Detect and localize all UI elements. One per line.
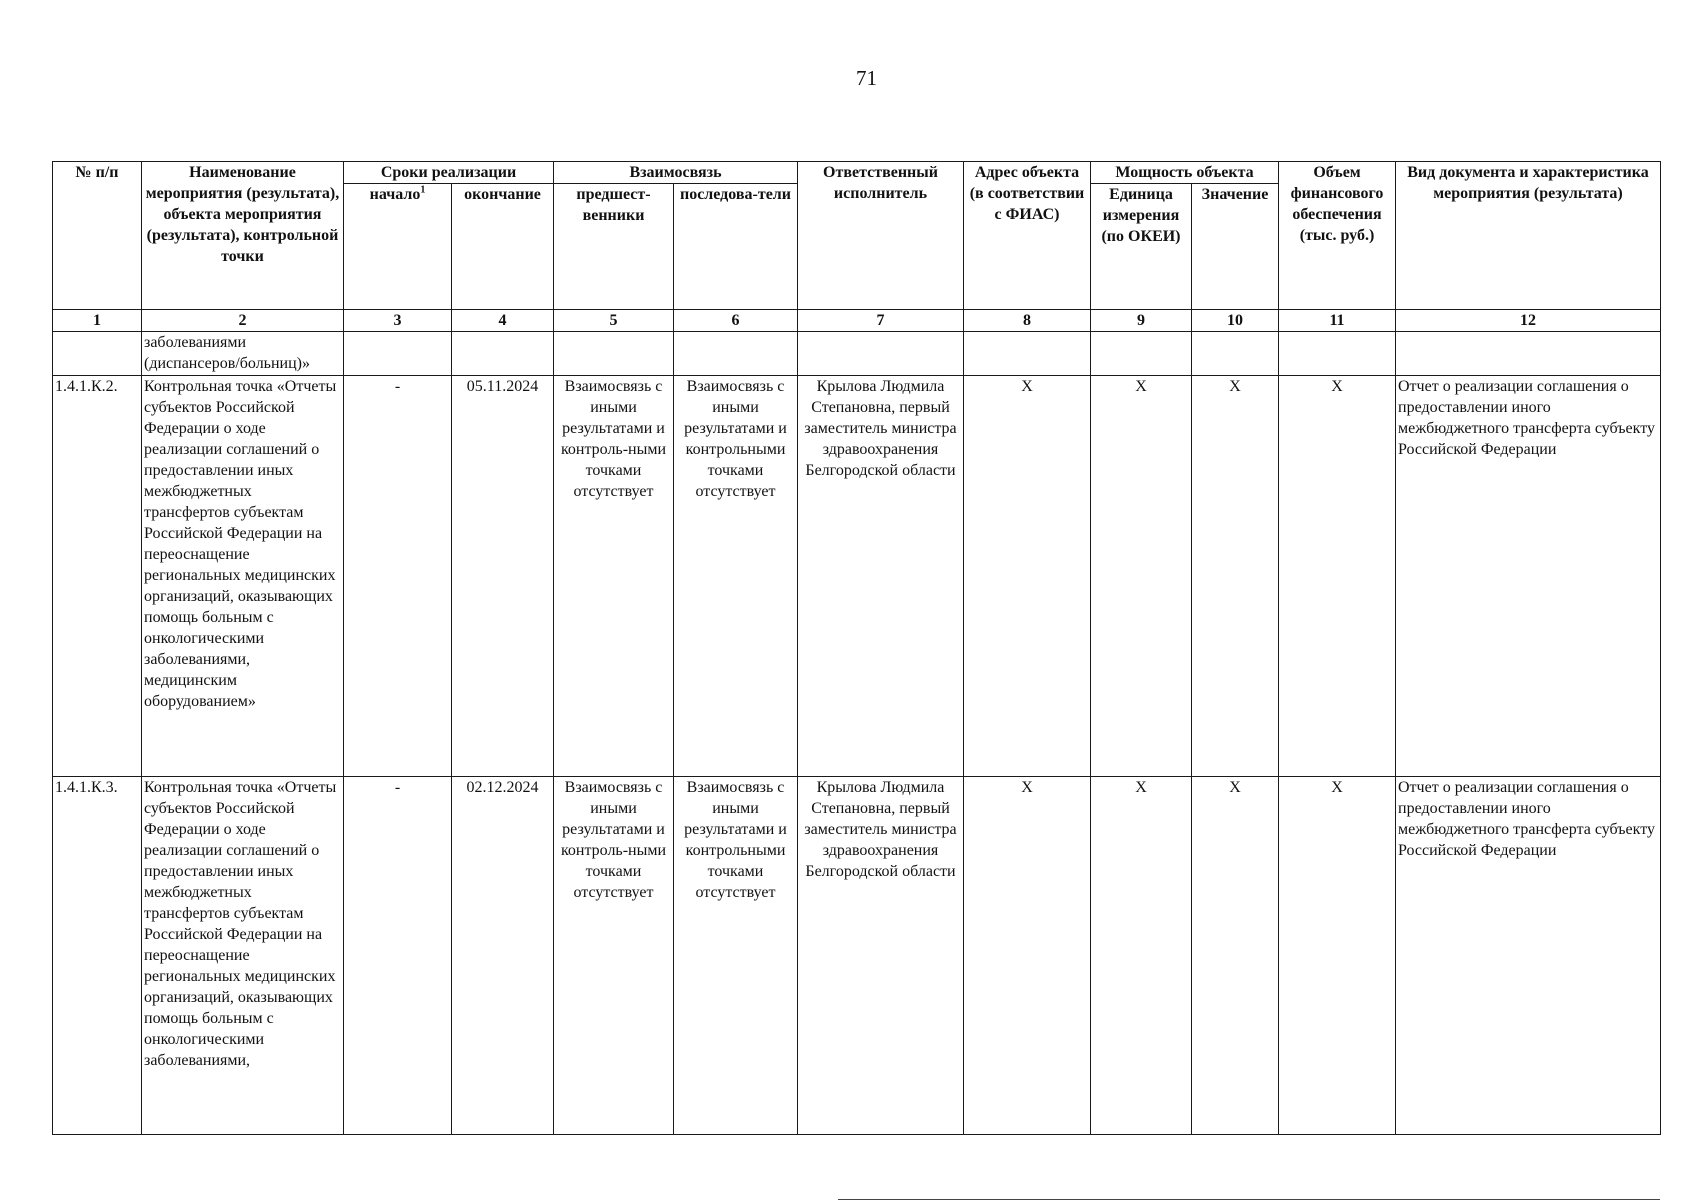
header-predecessors: предшест-венники (554, 184, 674, 310)
column-number: 2 (142, 310, 344, 332)
column-number: 1 (53, 310, 142, 332)
table-row (53, 376, 1661, 777)
column-number: 4 (452, 310, 554, 332)
row-unit: X (1091, 376, 1192, 777)
row-address: X (964, 376, 1091, 777)
header-finance: Объем финансового обеспечения (тыс. руб.) (1279, 162, 1396, 310)
row-start: - (344, 777, 452, 1135)
row-id: 1.4.1.К.3. (53, 777, 142, 1135)
column-number: 9 (1091, 310, 1192, 332)
header-start (344, 184, 452, 310)
header-group-link: Взаимосвязь (554, 162, 798, 184)
continuation-row (53, 332, 1661, 376)
header-name: Наименование мероприятия (результата), объекта мероприятия (результата), контрольной точки (142, 162, 344, 310)
header-end: окончание (452, 184, 554, 310)
row-value: X (1192, 376, 1279, 777)
header-number: № п/п (53, 162, 142, 310)
row-start: - (344, 376, 452, 777)
plan-table (52, 161, 1661, 1135)
row-name: Контрольная точка «Отчеты субъектов Российской Федерации о ходе реализации соглашений о предоставлении иных межбюджетных трансфертов субъектам Российской Федерации на переоснащение региональных медицинских организаций, оказывающих помощь больным с онкологическими заболеваниями, (142, 777, 344, 1135)
column-number: 7 (798, 310, 964, 332)
row-document: Отчет о реализации соглашения о предоставлении иного межбюджетного трансферта субъекту Российской Федерации (1396, 376, 1661, 777)
header-unit: Единица измерения (по ОКЕИ) (1091, 184, 1192, 310)
column-number: 3 (344, 310, 452, 332)
row-id: 1.4.1.К.2. (53, 376, 142, 777)
row-name: Контрольная точка «Отчеты субъектов Российской Федерации о ходе реализации соглашений о предоставлении иных межбюджетных трансфертов субъектам Российской Федерации на переоснащение региональных медицинских организаций, оказывающих помощь больным с онкологическими заболеваниями, медицинским оборудованием» (142, 376, 344, 777)
row-responsible: Крылова Людмила Степановна, первый заместитель министра здравоохранения Белгородской области (798, 777, 964, 1135)
header-document: Вид документа и характеристика мероприятия (результата) (1396, 162, 1661, 310)
column-number: 11 (1279, 310, 1396, 332)
row-end: 02.12.2024 (452, 777, 554, 1135)
header-value: Значение (1192, 184, 1279, 310)
row-finance: X (1279, 376, 1396, 777)
column-number: 8 (964, 310, 1091, 332)
row-value: X (1192, 777, 1279, 1135)
header-address: Адрес объекта (в соответствии с ФИАС) (964, 162, 1091, 310)
row-address: X (964, 777, 1091, 1135)
header-responsible: Ответственный исполнитель (798, 162, 964, 310)
row-document: Отчет о реализации соглашения о предоставлении иного межбюджетного трансферта субъекту Российской Федерации (1396, 777, 1661, 1135)
header-group-capacity: Мощность объекта (1091, 162, 1279, 184)
row-predecessors: Взаимосвязь с иными результатами и контроль-ными точками отсутствует (554, 376, 674, 777)
page-number: 71 (856, 66, 877, 90)
header-group-terms: Сроки реализации (344, 162, 554, 184)
header-start-footnote: 1 (420, 184, 426, 196)
row-unit: X (1091, 777, 1192, 1135)
table-row (53, 777, 1661, 1135)
column-number: 10 (1192, 310, 1279, 332)
row-finance: X (1279, 777, 1396, 1135)
row-end: 05.11.2024 (452, 376, 554, 777)
row-predecessors: Взаимосвязь с иными результатами и контроль-ными точками отсутствует (554, 777, 674, 1135)
row-successors: Взаимосвязь с иными результатами и контрольными точками отсутствует (674, 376, 798, 777)
row-successors: Взаимосвязь с иными результатами и контрольными точками отсутствует (674, 777, 798, 1135)
header-start-label: начало (369, 186, 421, 203)
row-responsible: Крылова Людмила Степановна, первый заместитель министра здравоохранения Белгородской области (798, 376, 964, 777)
column-number-row (53, 310, 1661, 332)
continuation-name: заболеваниями (диспансеров/больниц)» (142, 332, 344, 376)
column-number: 5 (554, 310, 674, 332)
column-number: 12 (1396, 310, 1661, 332)
column-number: 6 (674, 310, 798, 332)
header-successors: последова-тели (674, 184, 798, 310)
